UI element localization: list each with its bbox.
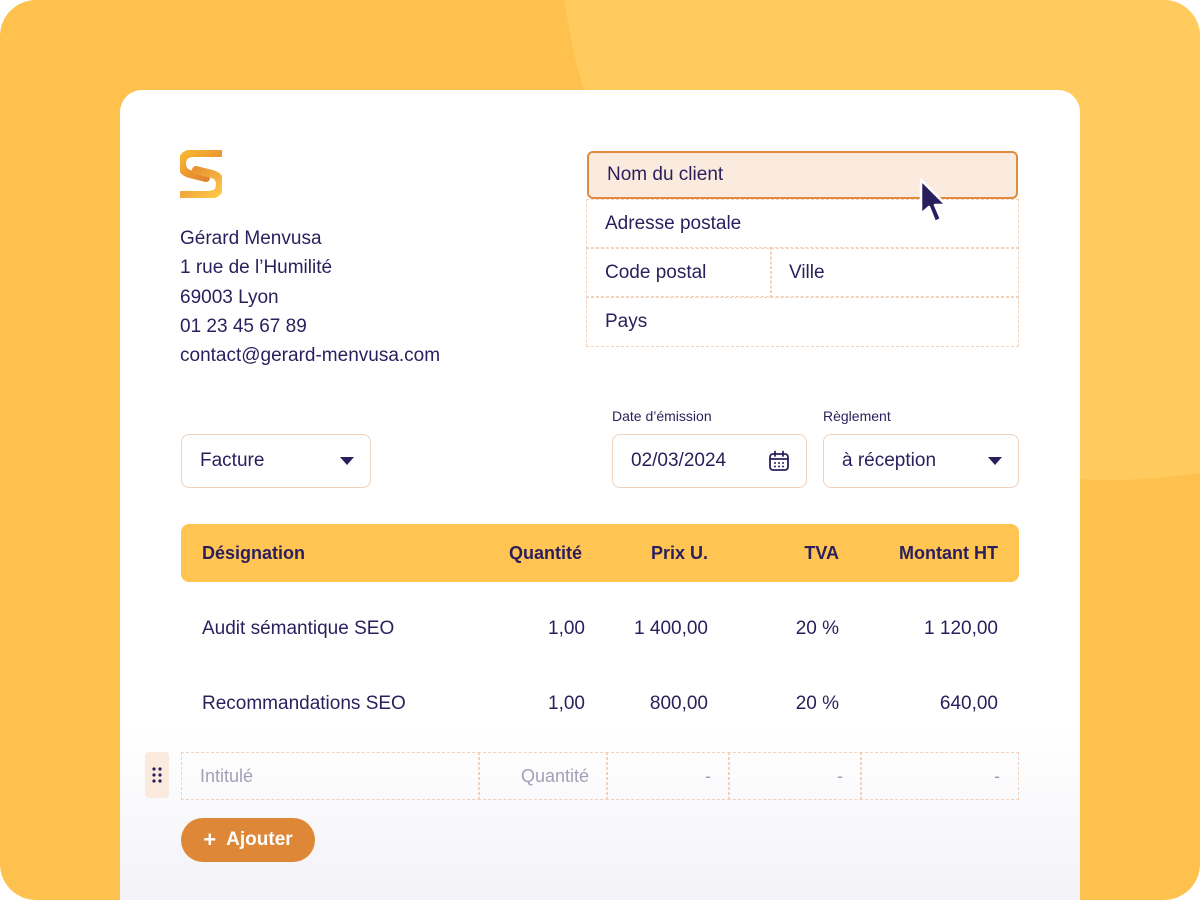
grip-dots-icon <box>152 766 162 784</box>
header-amount: Montant HT <box>899 543 998 563</box>
drag-handle-icon[interactable] <box>145 752 169 798</box>
row-amount: 1 120,00 <box>924 618 998 639</box>
header-designation: Désignation <box>202 543 306 563</box>
issue-date-label: Date d’émission <box>612 408 712 424</box>
new-line-amount-input[interactable] <box>860 752 1019 800</box>
sender-city: 69003 Lyon <box>180 286 279 308</box>
payment-value: à réception <box>842 450 937 471</box>
sender-address <box>180 224 440 370</box>
client-country-placeholder: Pays <box>605 310 648 332</box>
caret-down-icon <box>988 457 1002 465</box>
new-line-vat-placeholder: - <box>837 765 843 786</box>
client-name-field[interactable] <box>587 151 1018 199</box>
table-row[interactable] <box>181 614 1019 644</box>
document-type-select[interactable] <box>181 434 371 488</box>
invoice-card <box>120 90 1080 900</box>
document-type-value: Facture <box>200 450 265 471</box>
sender-email: contact@gerard-menvusa.com <box>180 345 441 367</box>
client-address-form <box>586 150 1019 347</box>
row-vat: 20 % <box>795 618 839 639</box>
mouse-pointer-icon <box>918 178 950 228</box>
client-address-field[interactable] <box>586 199 1019 249</box>
new-line-row <box>181 752 1019 800</box>
new-line-amount-placeholder: - <box>994 765 1000 786</box>
client-postal-code-placeholder: Code postal <box>605 261 707 283</box>
payment-select[interactable] <box>823 434 1019 488</box>
row-quantity: 1,00 <box>548 618 585 639</box>
issue-date-value: 02/03/2024 <box>631 450 727 471</box>
new-line-price-placeholder: - <box>705 765 711 786</box>
new-line-price-input[interactable] <box>606 752 730 800</box>
client-name-placeholder: Nom du client <box>607 164 724 185</box>
plus-icon: + <box>203 827 217 852</box>
table-header <box>181 524 1019 582</box>
new-line-quantity-input[interactable] <box>478 752 608 800</box>
client-country-field[interactable] <box>586 296 1019 347</box>
row-unit-price: 1 400,00 <box>634 618 708 639</box>
sender-street: 1 rue de l’Humilité <box>180 257 333 279</box>
add-line-button[interactable] <box>181 818 315 862</box>
new-line-quantity-placeholder: Quantité <box>520 765 589 786</box>
sender-name: Gérard Menvusa <box>180 228 322 249</box>
issue-date-input[interactable] <box>612 434 807 488</box>
new-line-title-placeholder: Intitulé <box>200 765 254 786</box>
table-row[interactable] <box>181 689 1019 719</box>
client-address-placeholder: Adresse postale <box>605 213 742 234</box>
header-vat: TVA <box>804 543 839 563</box>
header-quantity: Quantité <box>508 543 582 563</box>
add-line-label: Ajouter <box>226 829 293 850</box>
client-city-placeholder: Ville <box>789 261 825 283</box>
client-postal-code-field[interactable] <box>586 247 772 298</box>
row-amount: 640,00 <box>939 693 998 714</box>
new-line-title-input[interactable] <box>181 752 480 800</box>
row-designation: Audit sémantique SEO <box>202 618 395 639</box>
sender-phone: 01 23 45 67 89 <box>180 315 307 337</box>
new-line-vat-input[interactable] <box>728 752 862 800</box>
row-quantity: 1,00 <box>548 693 585 714</box>
client-city-field[interactable] <box>770 247 1019 298</box>
calendar-icon[interactable] <box>768 450 790 472</box>
row-unit-price: 800,00 <box>649 693 708 714</box>
header-unit-price: Prix U. <box>650 543 708 563</box>
caret-down-icon <box>340 457 354 465</box>
s-logo-icon <box>180 150 222 198</box>
row-designation: Recommandations SEO <box>202 693 406 714</box>
payment-label: Règlement <box>823 408 891 424</box>
row-vat: 20 % <box>795 693 839 714</box>
